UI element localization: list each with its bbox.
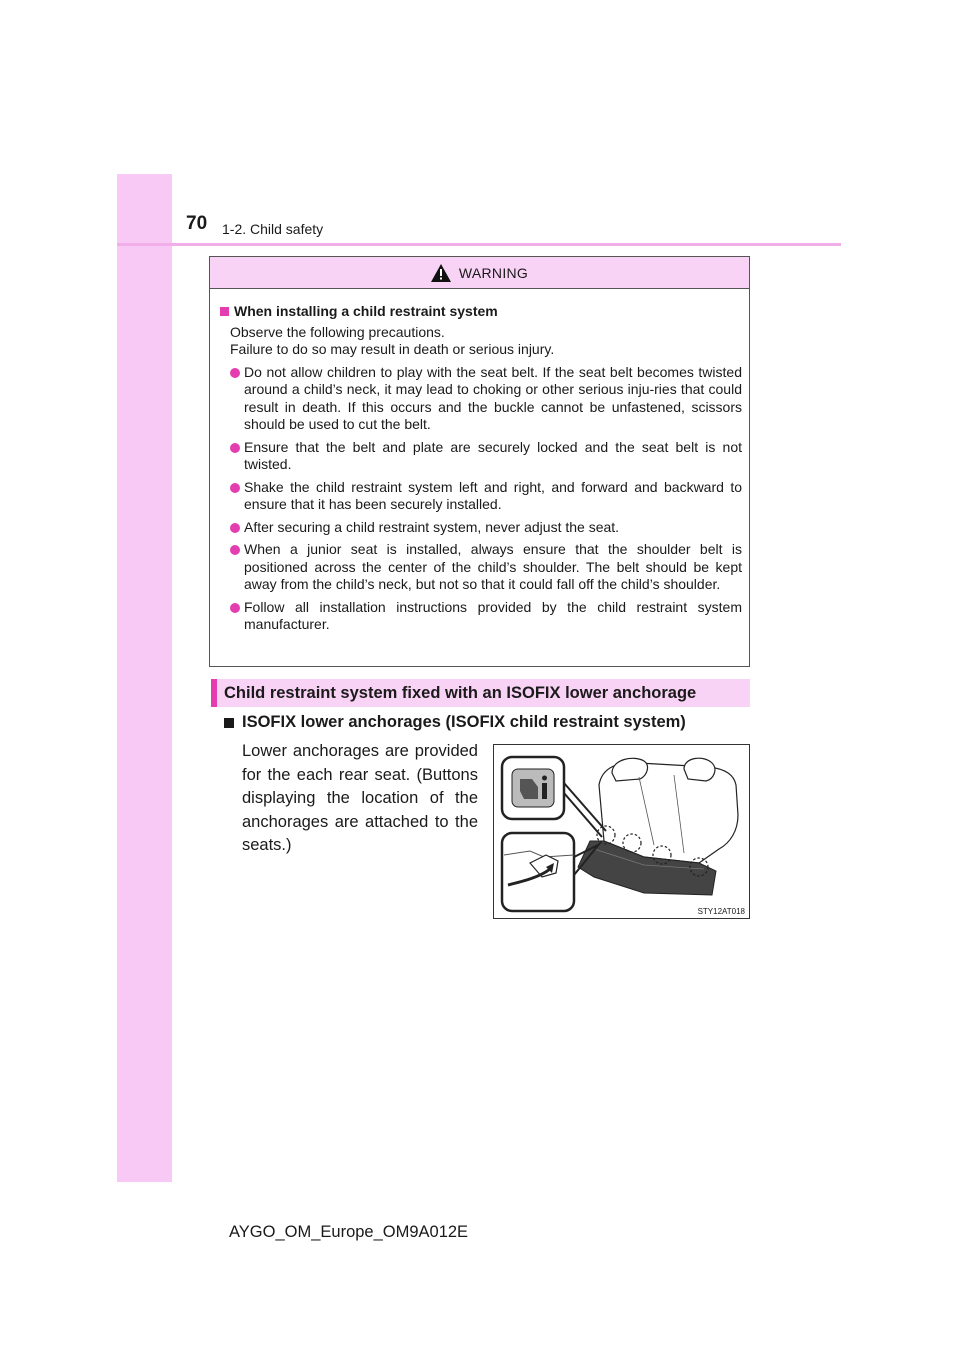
warning-intro — [230, 324, 742, 359]
warning-bullet — [230, 541, 742, 594]
warning-bullet-text: Do not allow children to play with the seat belt. If the seat belt becomes twisted around a child’s neck, it may lead to choking or other serious inju-ries that could result in death. If this occurs and the buckle cannot be unfastened, scissors should be used to cut the belt. — [244, 363, 742, 432]
circle-bullet-icon — [230, 483, 240, 493]
circle-bullet-icon — [230, 443, 240, 453]
description-paragraph: Lower anchorages are provided for the each rear seat. (Buttons displaying the location of the anchorages are attached to the seats.) — [242, 742, 478, 854]
subsection-heading — [224, 713, 686, 732]
warning-box — [209, 256, 750, 667]
warning-bullet — [230, 599, 742, 634]
warning-bullet — [230, 519, 742, 537]
warning-title: WARNING — [458, 264, 529, 281]
warning-bullet-text: Ensure that the belt and plate are securely locked and the seat belt is not twisted. — [244, 438, 742, 472]
circle-bullet-icon — [230, 368, 240, 378]
section-title: 1-2. Child safety — [222, 221, 324, 237]
warning-bullet — [230, 364, 742, 434]
warning-body — [210, 289, 749, 634]
warning-bullet — [230, 479, 742, 514]
square-bullet-icon — [224, 718, 234, 728]
warning-heading — [220, 303, 742, 321]
warning-intro-line: Failure to do so may result in death or serious injury. — [230, 341, 555, 357]
warning-bullet-text: After securing a child restraint system, never adjust the seat. — [244, 518, 620, 535]
subsection-heading-text: ISOFIX lower anchorages (ISOFIX child restraint system) — [242, 713, 686, 731]
circle-bullet-icon — [230, 545, 240, 555]
illustration-code: STY12AT018 — [697, 907, 745, 916]
warning-heading-text: When installing a child restraint system — [234, 303, 498, 319]
warning-triangle-icon — [431, 264, 451, 282]
warning-bullet-text: When a junior seat is installed, always ensure that the shoulder belt is positioned across the center of the child’s shoulder. The belt should be kept away from the child’s neck, but not so that it could fall off the child’s shoulder. — [244, 541, 742, 592]
side-tab-bar — [117, 174, 172, 1182]
section-banner: Child restraint system fixed with an ISOFIX lower anchorage — [211, 679, 750, 707]
warning-header — [210, 257, 749, 289]
page-number: 70 — [186, 213, 208, 234]
rear-seat-isofix-diagram — [494, 745, 749, 918]
warning-bullet-text: Follow all installation instructions provided by the child restraint system manufacturer. — [244, 598, 742, 632]
warning-bullet-text: Shake the child restraint system left and right, and forward and backward to ensure that it has been securely installed. — [244, 478, 742, 512]
square-bullet-icon — [220, 307, 229, 316]
footer-doc-id: AYGO_OM_Europe_OM9A012E — [229, 1223, 469, 1241]
warning-bullet — [230, 439, 742, 474]
isofix-illustration — [493, 744, 750, 919]
header-divider — [117, 243, 841, 246]
warning-intro-line: Observe the following precautions. — [230, 323, 445, 340]
circle-bullet-icon — [230, 603, 240, 613]
circle-bullet-icon — [230, 523, 240, 533]
